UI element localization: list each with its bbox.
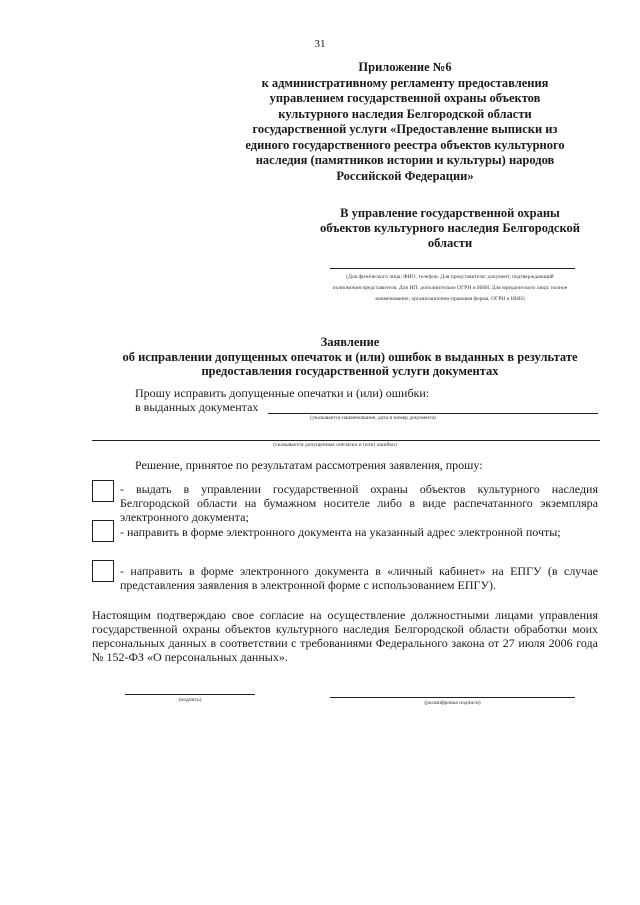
addressee-block bbox=[300, 206, 600, 251]
appendix-line: к административному регламенту предоставления bbox=[261, 75, 549, 90]
applicant-field-line[interactable] bbox=[330, 268, 575, 269]
documents-field-line[interactable] bbox=[268, 413, 598, 414]
title-line: предоставления государственной услуги документах bbox=[201, 364, 499, 378]
appendix-line: наследия (памятников истории и культуры) народов bbox=[255, 153, 555, 167]
option-paper-text: - выдать в управлении государственной охраны объектов культурного наследия Белгородской области на бумажном носителе либо в виде распечатанного экземпляра электронного документа; bbox=[120, 482, 598, 524]
decryption-hint: (расшифровка подписи) bbox=[424, 700, 481, 706]
signature-hint: (подпись) bbox=[178, 697, 202, 703]
signature-line[interactable] bbox=[125, 694, 255, 695]
option-epgu-text: - направить в форме электронного документа в «личный кабинет» на ЕПГУ (в случае представления заявления в электронной форме с использованием ЕПГУ). bbox=[120, 564, 598, 592]
addressee-line: В управление государственной охраны bbox=[340, 206, 560, 220]
title-line: Заявление bbox=[320, 335, 380, 349]
option-epgu-checkbox[interactable] bbox=[92, 560, 114, 582]
appendix-line: культурного наследия Белгородской области bbox=[278, 106, 532, 121]
appendix-line: Приложение №6 bbox=[358, 60, 452, 74]
page-number: 31 bbox=[314, 38, 326, 50]
applicant-hint-line: наименование, организационно-правовая форма, ОГРН и ИНН) bbox=[375, 296, 525, 302]
errors-field-line[interactable] bbox=[92, 440, 600, 441]
errors-hint: (указывается допущенные опечатки и (или) ошибки) bbox=[273, 442, 397, 448]
statement-title bbox=[100, 335, 600, 379]
appendix-line: Российской Федерации» bbox=[336, 168, 474, 183]
appendix-line: государственной услуги «Предоставление выписки из bbox=[252, 122, 558, 136]
decision-intro: Решение, принятое по результатам рассмотрения заявления, прошу: bbox=[135, 458, 483, 472]
title-line: об исправлении допущенных опечаток и (или) ошибок в выданных в результате bbox=[122, 349, 578, 364]
appendix-line: единого государственного реестра объектов культурного bbox=[245, 137, 565, 152]
request-line-2: в выданных документах bbox=[135, 400, 259, 414]
addressee-line: объектов культурного наследия Белгородской bbox=[320, 221, 580, 235]
appendix-header bbox=[240, 60, 570, 184]
documents-hint: (указывается наименование, дата и номер документа) bbox=[310, 415, 436, 421]
request-line-1: Прошу исправить допущенные опечатки и (или) ошибки: bbox=[135, 386, 430, 400]
option-email-text: - направить в форме электронного документа на указанный адрес электронной почты; bbox=[120, 525, 561, 539]
option-email-checkbox[interactable] bbox=[92, 520, 114, 542]
decryption-line[interactable] bbox=[330, 697, 575, 698]
addressee-line: области bbox=[427, 236, 473, 250]
consent-paragraph: Настоящим подтверждаю свое согласие на осуществление должностными лицами управления государственной охраны объектов культурного наследия Белгородской области обработки моих персональных данных в соответствии с требованиями Федерального закона от 27 июля 2006 года № 152-ФЗ «О персональных данных». bbox=[92, 608, 598, 664]
applicant-hint-line: полномочия представителя. Для ИП: дополнительно ОГРН и ИНН. Для юридического лица: полное bbox=[332, 285, 568, 291]
applicant-hint-line: (Для физического лица: ФИО, телефон. Для представителя: документ, подтверждающий bbox=[346, 274, 554, 280]
appendix-line: управлением государственной охраны объектов bbox=[269, 91, 541, 105]
applicant-hint bbox=[300, 272, 600, 305]
option-paper-checkbox[interactable] bbox=[92, 480, 114, 502]
